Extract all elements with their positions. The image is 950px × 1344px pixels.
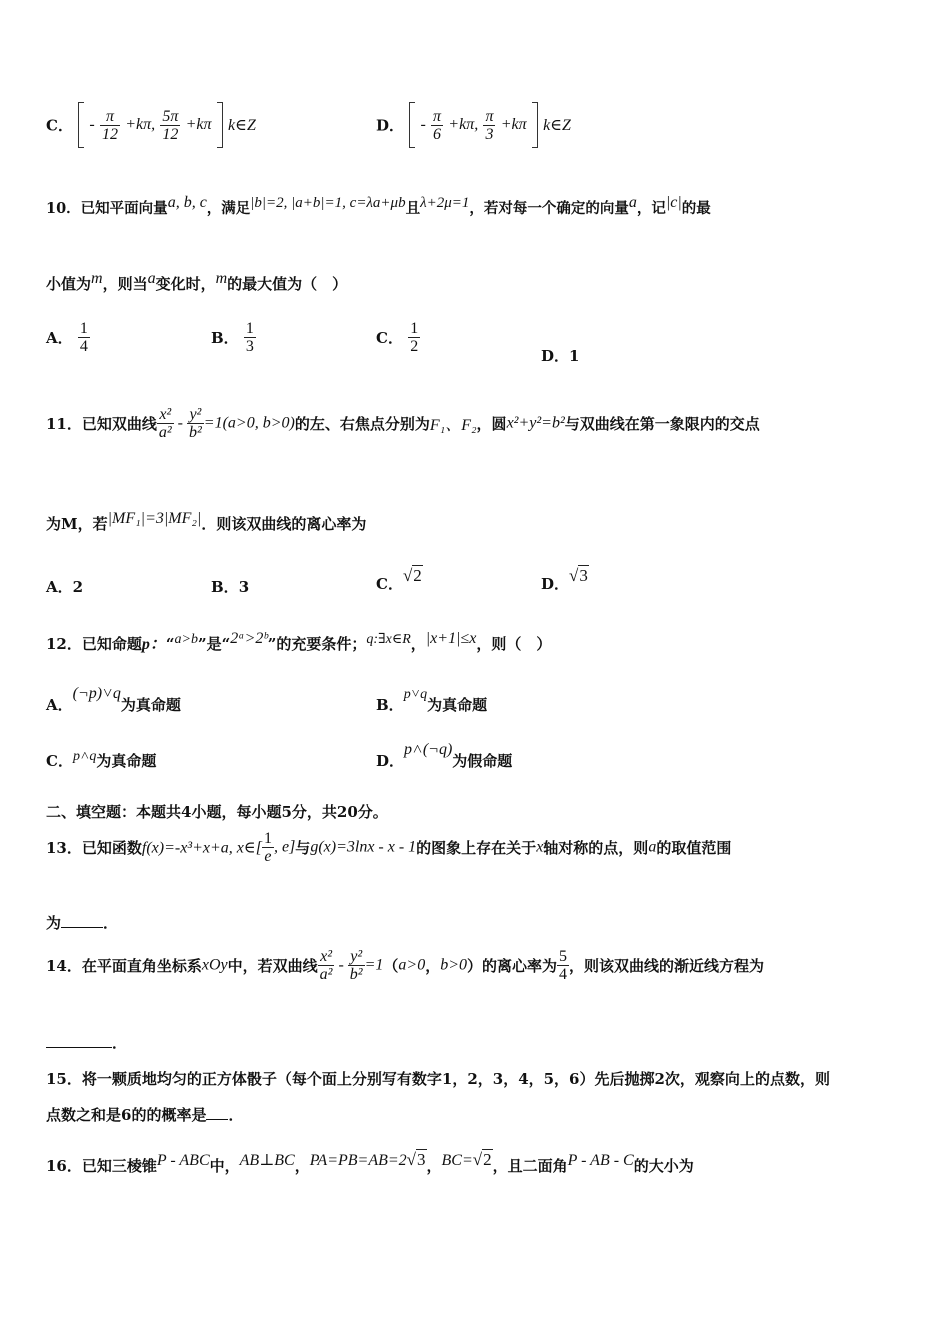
numerator: 5 xyxy=(559,948,568,965)
math: m xyxy=(215,270,228,287)
option-text: 为假命题 xyxy=(452,752,513,770)
q13-stem-line2 xyxy=(46,912,118,933)
math: g(x)=3lnx - x - 1 xyxy=(310,838,417,856)
question-number: 13．已知函数 xyxy=(46,839,142,857)
q11-option-d[interactable] xyxy=(541,566,589,594)
option-text: 为真命题 xyxy=(120,696,181,714)
fraction xyxy=(244,320,256,355)
text: 的大小为 xyxy=(633,1157,694,1175)
q10-stem-line2 xyxy=(46,270,347,294)
q12-option-c[interactable] xyxy=(46,746,156,771)
term: +kπ xyxy=(185,116,212,133)
denominator: 4 xyxy=(79,338,88,355)
set-condition: k∈Z xyxy=(543,117,571,134)
math: p˄q xyxy=(72,749,97,764)
fraction xyxy=(348,948,365,983)
q11-option-c[interactable] xyxy=(376,566,423,594)
question-number: 12．已知命题 xyxy=(46,635,142,653)
term: +kπ, xyxy=(448,116,479,133)
sqrt-icon: √2 xyxy=(402,566,422,585)
question-number: 10．已知平面向量 xyxy=(46,200,168,217)
text: 的取值范围 xyxy=(656,839,732,857)
denominator: 2 xyxy=(410,338,419,355)
q9-option-c[interactable] xyxy=(46,102,256,148)
text: “ xyxy=(165,635,175,653)
math: (¬p)˅q xyxy=(72,685,121,702)
text: ， xyxy=(426,1157,442,1175)
q11-stem-line1 xyxy=(46,406,760,441)
q12-option-d[interactable] xyxy=(376,740,512,771)
sqrt-icon: √3 xyxy=(406,1150,426,1169)
text: ”的充要条件； xyxy=(267,635,367,653)
text: 为 xyxy=(46,914,62,932)
math: f(x)=-x³+x+a, x∈[ xyxy=(141,839,262,857)
q14-stem xyxy=(46,948,764,983)
numerator: π xyxy=(100,108,120,126)
numerator: y² xyxy=(348,948,365,966)
q12-stem xyxy=(46,630,551,654)
sqrt-icon: √3 xyxy=(569,566,588,585)
question-number: 14．在平面直角坐标系 xyxy=(46,957,202,975)
radicand: 3 xyxy=(417,1150,426,1169)
text: ，记 xyxy=(636,200,666,217)
q11-option-b[interactable] xyxy=(211,576,249,597)
math: p˄(¬q) xyxy=(404,741,453,758)
math: P - ABC xyxy=(156,1152,210,1169)
text: ，则（ ） xyxy=(476,635,552,653)
bracket-right xyxy=(532,102,538,148)
sqrt-icon: √2 xyxy=(472,1150,492,1169)
answer-blank[interactable] xyxy=(61,913,103,928)
text: ， xyxy=(410,635,426,653)
math: a xyxy=(147,270,156,287)
text: ，圆 xyxy=(476,415,507,433)
answer-blank[interactable] xyxy=(46,1033,112,1048)
math: =1(a>0, b>0) xyxy=(203,414,295,432)
math: |b|=2, |a+b|=1, c=λa+μb xyxy=(250,195,406,211)
text: 的左、右焦点分别为 xyxy=(294,415,430,433)
q15-stem-line2 xyxy=(46,1104,243,1125)
q15-stem-line1: 15．将一颗质地均匀的正方体骰子（每个面上分别写有数字1，2，3，4，5，6）先后抛掷2次，观察向上的点数，则 xyxy=(46,1070,830,1088)
q9-option-d[interactable] xyxy=(376,102,571,148)
option-label: B． xyxy=(211,578,239,596)
radicand: 2 xyxy=(483,1150,492,1169)
numerator: 1 xyxy=(79,320,88,337)
math: x xyxy=(536,838,544,856)
denominator: a² xyxy=(319,966,333,983)
option-label: D． xyxy=(541,575,570,593)
text: 为M，若 xyxy=(46,515,108,533)
minus-sign: - xyxy=(420,116,426,133)
q10-option-b[interactable] xyxy=(211,320,256,355)
numerator: 1 xyxy=(410,320,419,337)
text: 的最大值为（ ） xyxy=(227,275,348,293)
denominator: 12 xyxy=(101,125,118,143)
math: F₁、F₂ xyxy=(429,417,477,434)
option-text: 为真命题 xyxy=(427,696,488,714)
text: 的图象上存在关于 xyxy=(416,839,537,857)
math: |c| xyxy=(665,194,682,211)
numerator: 1 xyxy=(245,320,254,337)
text: ， xyxy=(425,957,441,975)
q16-stem xyxy=(46,1150,694,1176)
numerator: π xyxy=(485,107,494,125)
option-label: C． xyxy=(376,575,403,593)
math: a xyxy=(648,838,657,856)
text: 变化时， xyxy=(155,275,216,293)
text: ． xyxy=(103,914,119,932)
numerator: x² xyxy=(157,406,174,424)
text: ， xyxy=(294,1157,310,1175)
text: ，且二面角 xyxy=(492,1157,568,1175)
option-label: A． xyxy=(46,578,73,596)
option-label: C． xyxy=(46,116,73,135)
math: q:∃x∈R xyxy=(366,632,411,647)
q10-option-a[interactable] xyxy=(46,320,90,355)
math: x²+y²=b² xyxy=(506,414,565,432)
option-label: B． xyxy=(376,696,404,714)
math: m xyxy=(91,270,103,287)
option-label: C． xyxy=(46,752,73,770)
text: 轴对称的点，则 xyxy=(543,839,649,857)
fraction xyxy=(557,948,569,983)
math: p˅q xyxy=(403,687,428,702)
math: PA=PB=AB=2 xyxy=(309,1152,407,1169)
text: ．则该双曲线的离心率为 xyxy=(201,515,367,533)
bracket-right xyxy=(217,102,223,148)
option-label: B． xyxy=(211,329,239,347)
text: ． xyxy=(112,1034,128,1052)
option-label: D． xyxy=(376,116,405,135)
text: 小值为 xyxy=(46,275,92,293)
math: P - AB - C xyxy=(567,1152,634,1169)
q13-stem-line1 xyxy=(46,830,731,865)
text: 中， xyxy=(209,1157,240,1175)
text: ，满足 xyxy=(206,200,251,217)
text: ”是“ xyxy=(197,635,231,653)
radicand: 2 xyxy=(413,566,422,585)
text: 中，若双曲线 xyxy=(227,957,318,975)
math: =1 xyxy=(364,956,384,974)
fraction xyxy=(78,320,90,355)
q14-answer-line xyxy=(46,1032,127,1053)
bracket-left xyxy=(78,102,84,148)
option-text: 2 xyxy=(72,578,84,596)
option-text: 1 xyxy=(569,347,580,365)
question-number: 11．已知双曲线 xyxy=(46,415,157,433)
math: AB⊥BC xyxy=(239,1152,295,1169)
text: ． xyxy=(228,1106,244,1124)
set-condition: k∈Z xyxy=(228,117,256,134)
numerator: 5π xyxy=(162,107,179,125)
fraction xyxy=(100,108,120,143)
q12-option-a[interactable] xyxy=(46,684,181,715)
numerator: x² xyxy=(318,948,335,966)
fraction xyxy=(431,108,443,143)
bracket-left xyxy=(409,102,415,148)
term: +kπ xyxy=(500,116,527,133)
option-label: D． xyxy=(541,347,570,365)
fraction xyxy=(483,108,495,143)
math: a xyxy=(628,194,637,211)
fraction xyxy=(157,406,174,441)
fraction xyxy=(318,948,335,983)
minus-sign: - xyxy=(334,956,348,974)
option-text: 为真命题 xyxy=(96,752,157,770)
option-label: A． xyxy=(46,696,73,714)
option-label: A． xyxy=(46,329,73,347)
minus-sign: - xyxy=(173,414,187,432)
q11-option-a[interactable] xyxy=(46,576,83,597)
denominator: b² xyxy=(349,966,363,983)
math: |x+1|≤x xyxy=(425,630,477,647)
q10-option-c[interactable] xyxy=(376,320,420,355)
denominator: a² xyxy=(158,424,172,441)
option-label: D． xyxy=(376,752,405,770)
q12-option-b[interactable] xyxy=(376,684,487,715)
denominator: 6 xyxy=(433,125,442,143)
numerator: y² xyxy=(187,406,204,424)
text: ，则当 xyxy=(102,275,148,293)
math: p： xyxy=(141,636,166,653)
denominator: 3 xyxy=(485,125,494,143)
numerator: 1 xyxy=(263,830,272,847)
q10-stem-line1 xyxy=(46,194,711,218)
math: 2ᵃ>2ᵇ xyxy=(230,630,268,647)
text: 且 xyxy=(405,200,421,217)
denominator: e xyxy=(264,848,272,865)
numerator: π xyxy=(433,107,442,125)
math: |MF₁|=3|MF₂| xyxy=(107,510,202,527)
question-number: 16．已知三棱锥 xyxy=(46,1157,157,1175)
text: 点数之和是6的的概率是 xyxy=(46,1106,207,1124)
fraction xyxy=(408,320,420,355)
math: xOy xyxy=(201,956,228,974)
text: ）的离心率为 xyxy=(467,957,558,975)
section-heading: 二、填空题：本题共4小题，每小题5分，共20分。 xyxy=(46,803,388,821)
fraction xyxy=(160,108,180,143)
text: 的最 xyxy=(681,200,711,217)
term: +kπ, xyxy=(125,116,156,133)
radicand: 3 xyxy=(579,566,588,585)
math: BC= xyxy=(441,1152,473,1169)
math: a>0 xyxy=(398,956,426,974)
math: a, b, c xyxy=(167,194,207,211)
text: 与双曲线在第一象限内的交点 xyxy=(564,415,760,433)
option-label: C． xyxy=(376,329,403,347)
math: a>b xyxy=(174,632,198,647)
math: , e] xyxy=(273,838,296,856)
q10-option-d[interactable] xyxy=(541,345,579,366)
text: （ xyxy=(383,957,399,975)
text: 与 xyxy=(295,839,311,857)
text: ，则该双曲线的渐近线方程为 xyxy=(569,957,765,975)
fraction xyxy=(187,406,204,441)
q11-stem-line2 xyxy=(46,510,366,534)
denominator: 4 xyxy=(559,966,568,983)
answer-blank[interactable] xyxy=(206,1105,228,1120)
denominator: b² xyxy=(189,424,202,441)
text: ，若对每一个确定的向量 xyxy=(469,200,629,217)
denominator: 3 xyxy=(245,338,254,355)
math: b>0 xyxy=(440,956,467,974)
denominator: 12 xyxy=(162,125,179,143)
math: λ+2μ=1 xyxy=(420,195,470,211)
minus-sign: - xyxy=(89,116,95,133)
fraction xyxy=(262,830,274,865)
option-text: 3 xyxy=(238,578,250,596)
